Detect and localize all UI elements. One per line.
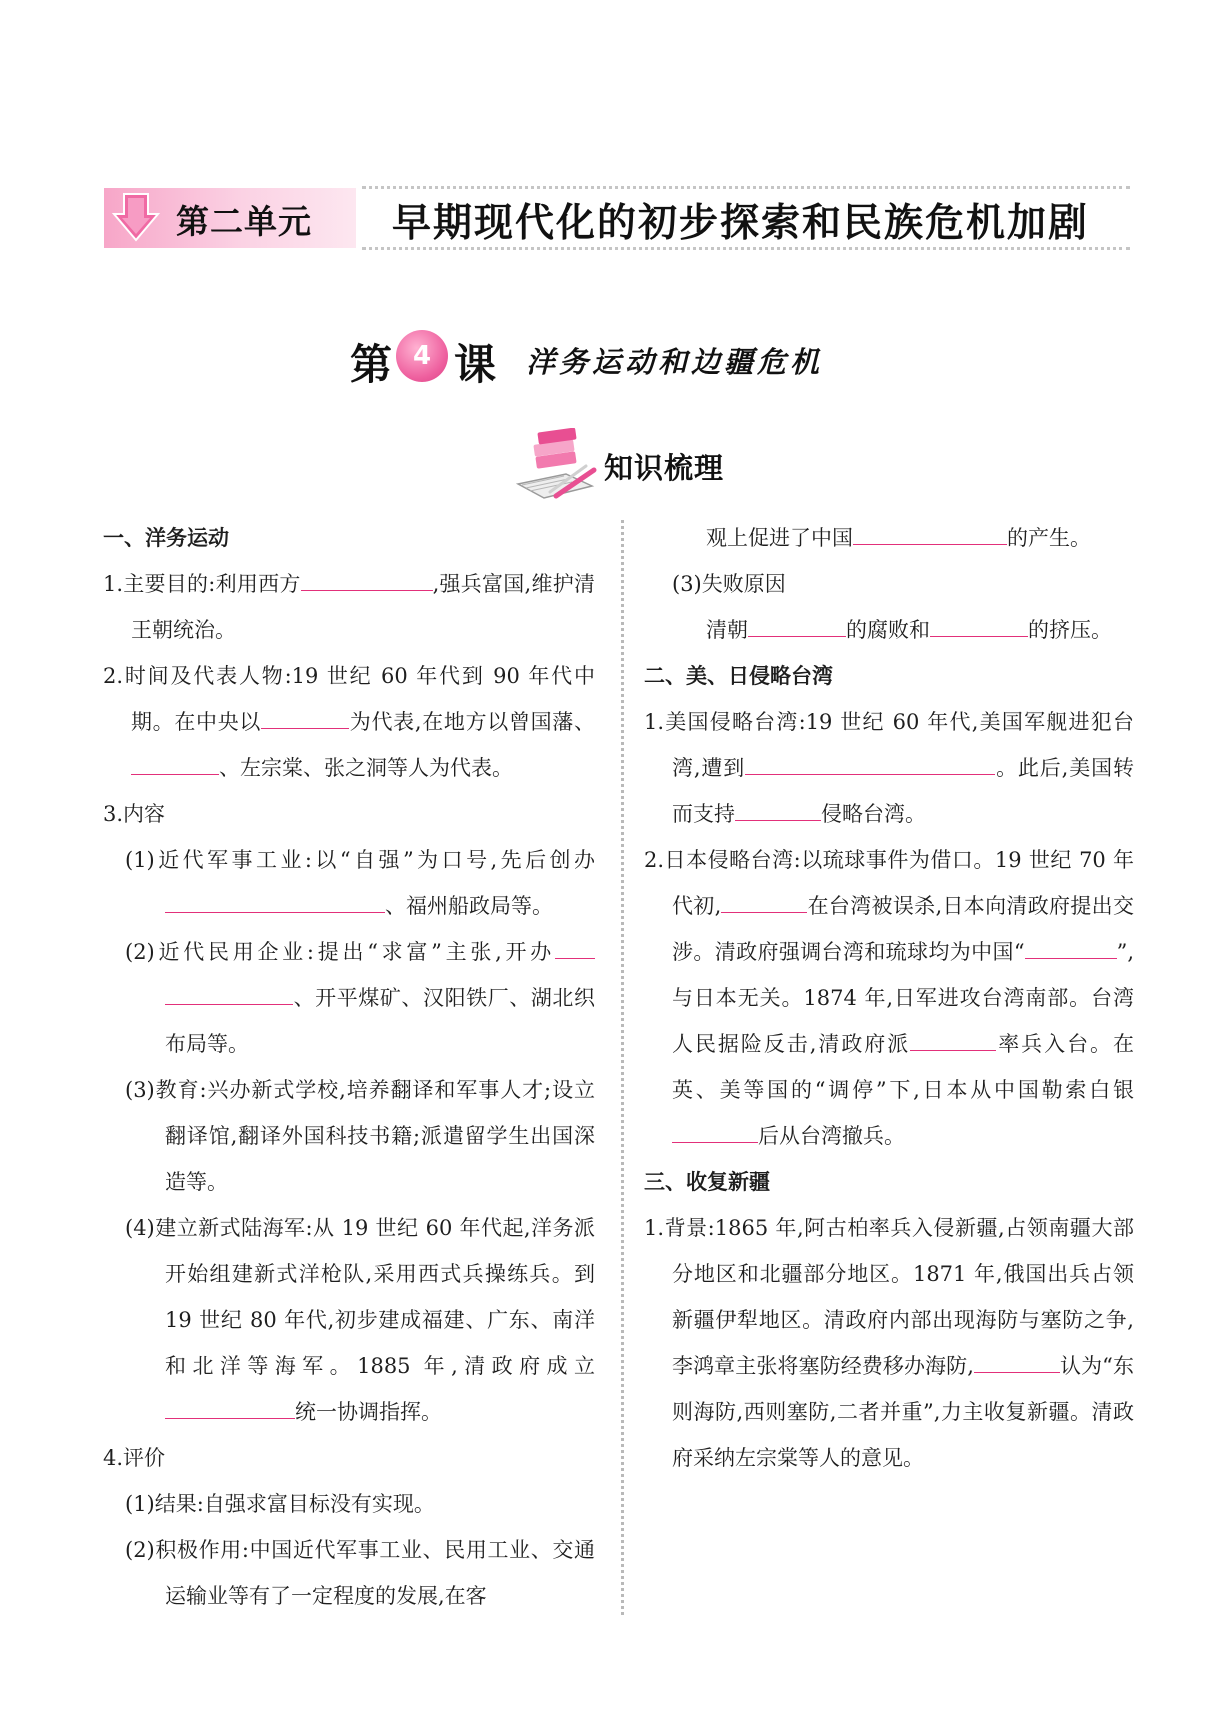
books-icon xyxy=(512,428,598,504)
list-item: 4.评价 xyxy=(103,1446,166,1470)
answer-blank[interactable] xyxy=(165,1417,295,1419)
unit-title: 早期现代化的初步探索和民族危机加剧 xyxy=(392,200,1090,246)
dotted-divider xyxy=(362,186,1130,189)
list-item: 1.美国侵略台湾:19 世纪 60 年代,美国军舰进犯台湾,遭到 。此后,美国转而支持 侵略台湾。 xyxy=(644,710,1134,826)
lesson-heading xyxy=(350,330,910,392)
down-arrow-icon xyxy=(110,192,162,244)
answer-blank[interactable] xyxy=(974,1371,1060,1373)
list-item: (1)近代军事工业:以“自强”为口号,先后创办、福州船政局等。 xyxy=(125,848,595,918)
answer-blank[interactable] xyxy=(735,819,821,821)
unit-badge xyxy=(104,188,356,248)
list-item: (2)近代民用企业:提出“求富”主张,开办、开平煤矿、汉阳铁厂、湖北织布局等。 xyxy=(125,940,595,1056)
list-item: (3)教育:兴办新式学校,培养翻译和军事人才;设立翻译馆,翻译外国科技书籍;派遣留学生出国深造等。 xyxy=(125,1078,595,1194)
answer-blank[interactable] xyxy=(721,911,807,913)
unit-label: 第二单元 xyxy=(176,202,312,241)
answer-blank[interactable] xyxy=(910,1049,996,1051)
list-item: 3.内容 xyxy=(103,802,166,826)
answer-blank[interactable] xyxy=(748,635,846,637)
list-item: (3)失败原因 xyxy=(672,572,786,596)
lesson-suffix: 课 xyxy=(454,340,497,389)
right-column xyxy=(644,515,1134,1481)
heading-xinjiang: 三、收复新疆 xyxy=(644,1170,770,1194)
unit-header xyxy=(104,188,1130,248)
list-item: (2)积极作用:中国近代军事工业、民用工业、交通运输业等有了一定程度的发展,在客 xyxy=(125,1538,595,1608)
lesson-prefix: 第 xyxy=(350,340,393,389)
list-item: 观上促进了中国 的产生。 xyxy=(706,526,1091,550)
answer-blank[interactable] xyxy=(165,911,385,913)
answer-blank[interactable] xyxy=(555,957,595,959)
left-column xyxy=(103,515,595,1619)
answer-blank[interactable] xyxy=(301,589,433,591)
section-title: 知识梳理 xyxy=(604,451,725,485)
heading-yangwu: 一、洋务运动 xyxy=(103,526,229,550)
lesson-title: 洋务运动和边疆危机 xyxy=(526,345,824,379)
answer-blank[interactable] xyxy=(745,773,995,775)
heading-taiwan: 二、美、日侵略台湾 xyxy=(644,664,833,688)
answer-blank[interactable] xyxy=(1025,957,1117,959)
answer-blank[interactable] xyxy=(165,1003,293,1005)
answer-blank[interactable] xyxy=(672,1141,758,1143)
list-item: 2.时间及代表人物:19 世纪 60 年代到 90 年代中期。在中央以 为代表,在地方以曾国藩、、左宗棠、张之洞等人为代表。 xyxy=(103,664,595,780)
answer-blank[interactable] xyxy=(131,773,219,775)
answer-blank[interactable] xyxy=(261,727,349,729)
column-divider xyxy=(621,520,624,1615)
list-item: (4)建立新式陆海军:从 19 世纪 60 年代起,洋务派开始组建新式洋枪队,采用西式兵操练兵。到 19 世纪 80 年代,初步建成福建、广东、南洋和北洋等海军。1885 年,清政府成立统一协调指挥。 xyxy=(125,1216,595,1424)
list-item: 1.主要目的:利用西方 ,强兵富国,维护清王朝统治。 xyxy=(103,572,595,642)
answer-blank[interactable] xyxy=(930,635,1028,637)
list-item: 2.日本侵略台湾:以琉球事件为借口。19 世纪 70 年代初, 在台湾被误杀,日本向清政府提出交涉。清政府强调台湾和琉球均为中国“ ”,与日本无关。1874 年,日军进攻台湾南部。台湾人民据险反击,清政府派 率兵入台。在英、美等国的“调停”下,日本从中国勒索白银后从台湾撤兵。 xyxy=(644,848,1134,1148)
lesson-number-badge: 4 xyxy=(396,330,448,382)
answer-blank[interactable] xyxy=(853,543,1007,545)
list-item: (1)结果:自强求富目标没有实现。 xyxy=(125,1492,435,1516)
list-item: 1.背景:1865 年,阿古柏率兵入侵新疆,占领南疆大部分地区和北疆部分地区。1871 年,俄国出兵占领新疆伊犁地区。清政府内部出现海防与塞防之争,李鸿章主张将塞防经费移办海防, 认为“东则海防,西则塞防,二者并重”,力主收复新疆。清政府采纳左宗棠等人的意见。 xyxy=(644,1216,1134,1470)
list-item: 清朝 的腐败和 的挤压。 xyxy=(706,618,1112,642)
